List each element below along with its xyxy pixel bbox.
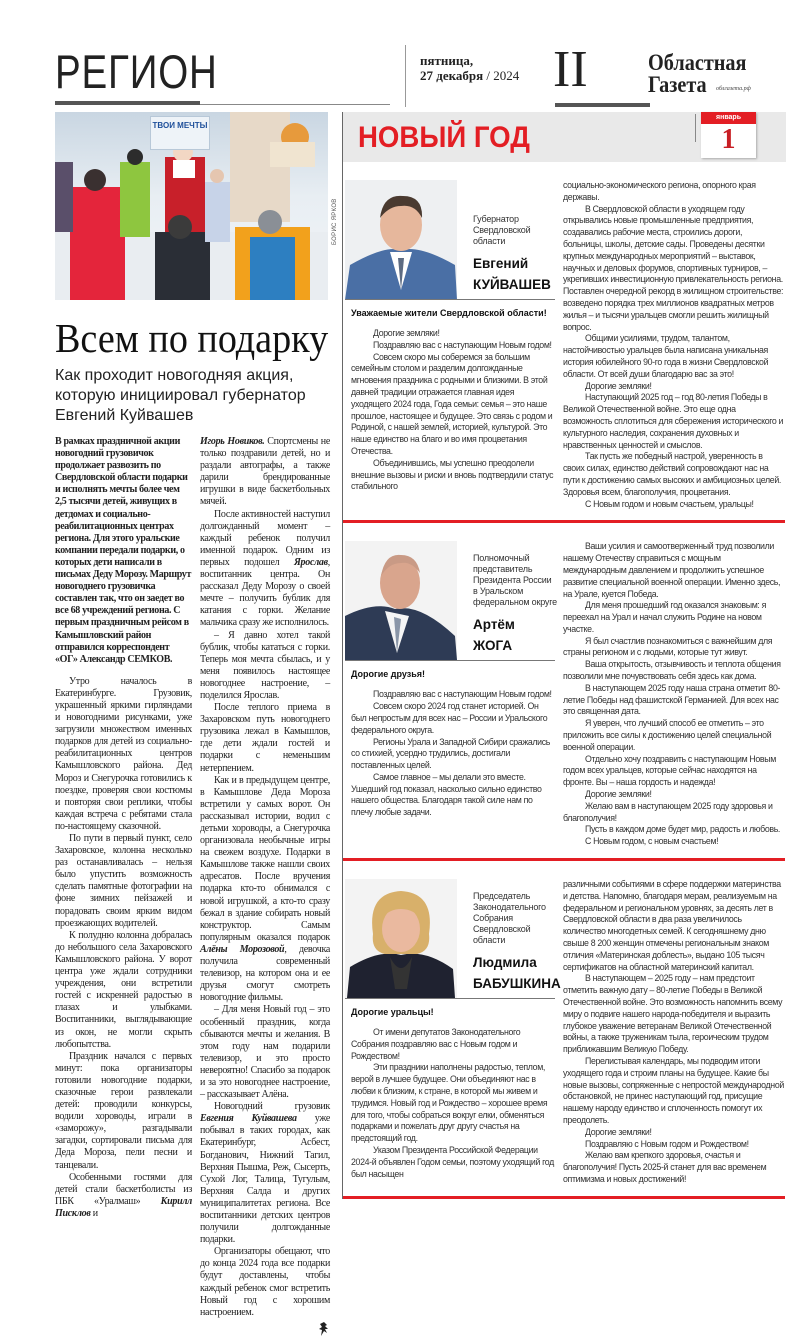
- person-name: Кирилл Писклов: [55, 1195, 192, 1219]
- official-role: Губернатор Свердловской области: [473, 214, 531, 246]
- paragraph: Перелистывая календарь, мы подводим итоги уходящего года и строим планы на будущее. Какие бы новые вызовы, сопряженные с непростой международной обстановкой, не принес наступающий год, присущие нашему народу единство и сплоченность помогут их преодолеть.: [563, 1055, 784, 1125]
- paragraph: В наступающем 2025 году наша страна отметит 80-летие Победы над фашистской Германией. Для всех нас это священная дата.: [563, 682, 781, 717]
- official-role: Председатель Законодательного Собрания Свердловской области: [473, 891, 546, 946]
- header-rule: [200, 104, 390, 105]
- paragraph: С Новым годом и новым счастьем, уральцы!: [585, 498, 754, 509]
- person-name: Алёны Морозовой: [200, 943, 285, 955]
- page-number-underline: [555, 103, 650, 107]
- person-name: Ярослав: [293, 556, 328, 568]
- new-year-greetings: [342, 112, 785, 1199]
- paragraph: [200, 630, 330, 703]
- paragraph: Я был счастлив познакомиться с важнейшим для страны регионом и с людьми, которые тут живут.: [563, 635, 773, 658]
- official-first-name: Людмила: [473, 955, 537, 971]
- article-photo: [55, 112, 328, 300]
- paragraph: [200, 1246, 330, 1319]
- paragraph: Совсем скоро мы соберемся за большим семейным столом и разделим долгожданные мгновения праздника с родными и близкими. В этой давней традиции отражается главная идея уходящего 2024 года, Года семьи: семья – это наше прошлое, настоящее и будущее. Это связь с родом и Родиной, с нашей землей, историей, культурой. Это наше единство на благо и во имя процветания Отечества.: [351, 351, 553, 456]
- article-lede: В рамках праздничной акции новогодний грузовичок продолжает развозить по Свердловской области подарки и исполнять мечты более чем 2,5 тысячи детей, живущих в детдомах и социально-реабилитационных центрах региона. Для этого уральские компании передали подарки, о которых дети написали в письмах Деду Морозу. Маршрут новогоднего грузовичка составлен так, что он заедет во все 68 учреждений региона. С первым праздничным рейсом в Камышловский район отправился корреспондент «ОГ» Александр СЕМКОВ.: [55, 436, 192, 665]
- paragraph: Отдельно хочу поздравить с наступающим Новым годом всех уральцев, которые сейчас находятся на фронте. Вы – наша гордость и надежда!: [563, 753, 776, 788]
- greeting-body-col2: [563, 180, 784, 510]
- paragraph: С Новым годом, с новым счастьем!: [585, 836, 719, 847]
- paragraph: Поздравляю вас с наступающим Новым годом!: [373, 339, 552, 350]
- person-name: Евгения Куйвашева: [200, 1113, 297, 1125]
- paragraph: социально-экономического региона, опорного края державы.: [563, 180, 756, 202]
- paragraph: Ваши усилия и самоотверженный труд позволили нашему Отечеству справиться с мощным международным давлением и продолжить успешное развитие специальной военной операции. Именно здесь, на Урале, куется Победа.: [563, 541, 781, 599]
- official-header: [345, 180, 555, 300]
- official-first-name: Евгений: [473, 256, 529, 271]
- paragraph: Пусть в каждом доме будет мир, радость и любовь.: [585, 824, 781, 835]
- official-last-name: ЖОГА: [473, 638, 513, 654]
- paragraph: Ваша открытость, отзывчивость и теплота общения позволили мне почувствовать себя здесь как дома.: [563, 659, 781, 682]
- end-mark-icon: [200, 1321, 330, 1337]
- text-run: и: [90, 1207, 98, 1219]
- logo-line1: Областная: [648, 50, 747, 75]
- paragraph: Поздравляю с Новым годом и Рождеством!: [585, 1138, 749, 1149]
- paragraph: Наступающий 2025 год – год 80-летия Победы в Великой Отечественной войне. Это еще одна возможность сплотиться для сбережения исторического и культурного наследия, сохранения духовных и нравственных ценностей и смыслов.: [563, 392, 784, 450]
- paragraph: Совсем скоро 2024 год станет историей. Он был непростым для всех нас – России и Уральского федерального округа.: [351, 701, 548, 735]
- paragraph: В наступающем – 2025 году – нам предстоит отметить важную дату – 80-летие Победы в Великой Отечественной войне. Это возможность напомнить всему миру о подвиге нашего народа-победителя и выразить глубокое уважение ветеранам Великой Отечественной войны, а также труженикам тыла, героическим трудом приближавшим Великую Победу.: [563, 973, 783, 1055]
- paragraph: [55, 676, 192, 833]
- greeting-envoy: [343, 523, 785, 861]
- date: 27 декабря: [420, 68, 484, 83]
- logo-url[interactable]: облгазета.рф: [716, 86, 751, 92]
- portrait-zhoga: [345, 541, 457, 660]
- issue-date: [420, 53, 519, 83]
- greeting-body-col1: [343, 1027, 555, 1180]
- official-header: [345, 541, 555, 661]
- text-run: – Для меня Новый год – это особенный праздник, когда сбываются мечты и желания. В этом году нам подарили телевизор, и это просто невероятно! Спасибо за подарок и за это новогоднее настроение, – рассказывает Алёна.: [200, 1004, 330, 1101]
- column-1-body: [55, 676, 192, 1220]
- text-run: Организаторы обещают, что до конца 2024 года все подарки будут доставлены, чтобы каждый ребенок смог встретить Новый год с хорошим настроением.: [200, 1246, 330, 1318]
- paragraph: Дорогие земляки!: [585, 789, 652, 800]
- paragraph: [200, 436, 330, 509]
- article-columns: [55, 436, 330, 1337]
- page-number: II: [553, 41, 588, 98]
- paragraph: Дорогие земляки!: [373, 328, 440, 338]
- paragraph: Эти праздники наполнены радостью, теплом, верой в лучшее будущее. Они объединяют нас в любви к близким, к стране, в которой мы живем и трудимся. Новый год и Рождество – хорошее время для того, чтобы собраться вокруг елки, обменяться подарками и пожелать друг другу счастья на предстоящий год.: [351, 1062, 548, 1144]
- paragraph: Желаю вам крепкого здоровья, счастья и благополучия! Пусть 2025-й станет для вас временем оптимизма и новых достижений!: [563, 1150, 767, 1184]
- year: / 2024: [486, 68, 520, 83]
- article-column-2: [200, 436, 330, 1337]
- text-run: После активностей наступил долгожданный момент – каждый ребенок получил именной подарок. Одним из первых подошел: [200, 508, 330, 568]
- text-run: Праздник начался с первых минут: пока организаторы готовили новогодние подарки, сказочные герои развлекали детей: проводили конкурсы, водили хороводы, играли в «заморожу», разгадывали загадки, сортировали письма для Деда Мороза, пели песни и танцевали.: [55, 1050, 192, 1171]
- text-run: , воспитанник центра. Он рассказал Деду Морозу о своей мечте – получить бублик для катания с горки. Желание мальчика сразу же исполнилось.: [200, 556, 330, 629]
- paragraph: Поздравляю вас с наступающим Новым годом!: [373, 689, 552, 700]
- official-header: [345, 879, 561, 999]
- paragraph: Дорогие земляки!: [585, 1126, 652, 1137]
- photo-credit: БОРИС ЯРКОВ: [332, 198, 338, 245]
- weekday: пятница,: [420, 53, 474, 68]
- text-run: После теплого приема в Захаровском путь новогоднего грузовика лежал в Камышлов, где дети ждали гостей и подарки с неменьшим нетерпением.: [200, 702, 330, 774]
- paragraph: Для меня прошедший год оказался знаковым: я переехал на Урал и начал служить Родине на новом участке.: [563, 600, 767, 634]
- article-subtitle: Как проходит новогодняя акция, которую инициировал губернатор Евгений Куйвашев: [55, 367, 306, 424]
- person-name: Игорь Новиков.: [200, 436, 265, 447]
- text-run: К полудню колонна добралась до небольшого села Захаровского Камышловского района. У ворот центра уже ждали сотрудники учреждения, они встретили гостей с искренней радостью в глазах и улыбками. Воспитанники, выглядывающие из окон, не могли скрыть любопытства.: [55, 929, 192, 1050]
- paragraph: Я уверен, что лучший способ ее отметить – это приложить все силы к достижению целей специальной военной операции.: [563, 718, 772, 752]
- paragraph: [55, 833, 192, 930]
- article-title: Всем по подарку: [55, 315, 329, 361]
- greeting-body-col2: [563, 879, 784, 1186]
- article-column-1: [55, 436, 192, 1337]
- photo-sign: ТВОИ МЕЧТЫ: [150, 116, 210, 150]
- greeting-heading: Дорогие уральцы!: [351, 1007, 434, 1018]
- greeting-heading: Уважаемые жители Свердловской области!: [351, 308, 547, 318]
- section-rubric: РЕГИОН: [55, 45, 218, 98]
- paragraph: [200, 1101, 330, 1246]
- paragraph: Дорогие земляки!: [585, 380, 652, 391]
- text-run: уже побывал в таких городах, как Екатеринбург, Асбест, Богданович, Нижний Тагил, Верхняя Пышма, Реж, Сысерть, Сухой Лог, Талица, Тугулым, Верхняя Салда и других муниципалитетах региона. Все воспитанники детских центров получили долгожданные подарки.: [200, 1113, 330, 1246]
- official-first-name: Артём: [473, 617, 515, 633]
- official-last-name: КУЙВАШЕВ: [473, 277, 551, 292]
- paragraph: [55, 930, 192, 1051]
- paragraph: Указом Президента Российской Федерации 2024-й объявлен Годом семьи, поэтому уходящий год был насыщен: [351, 1145, 554, 1179]
- article: [55, 112, 330, 1337]
- text-run: – Я давно хотел такой бублик, чтобы кататься с горки. Теперь моя мечта сбылась, и у меня появилось настоящее новогоднее настроение, – поделился Ярослав.: [200, 629, 330, 701]
- banner-title: НОВЫЙ ГОД: [358, 121, 530, 154]
- header-divider: [405, 45, 406, 107]
- calendar-month: январь: [701, 112, 756, 124]
- paragraph: От имени депутатов Законодательного Собрания поздравляю вас с Новым годом и Рождеством!: [351, 1027, 521, 1061]
- text-run: Утро началось в Екатеринбурге. Грузовик, украшенный яркими гирляндами и новогодними рисунками, уже загрузили множеством именных подарков для детей из социально-реабилитационных центров Камышловского района. Дед Мороз и Снегурочка готовились к поездке, проверяя свои костюмы и повторяя свои реплики, чтобы каждая встреча с ребятами стала по-настоящему сказочной.: [55, 675, 192, 832]
- greeting-assembly-chair: [343, 861, 785, 1199]
- column-2-body: [200, 436, 330, 1319]
- paragraph: [200, 509, 330, 630]
- official-last-name: БАБУШКИНА: [473, 976, 561, 992]
- text-run: Новогодний грузовик: [214, 1101, 330, 1113]
- greeting-body-col2: [563, 541, 784, 848]
- calendar-icon: [701, 112, 756, 158]
- paragraph: [200, 702, 330, 775]
- greeting-body-col1: [343, 689, 555, 819]
- paragraph: Самое главное – мы делали это вместе. Ушедший год показал, насколько сильно единство нашего общества. Благодаря такой силе нам по плечу любые задачи.: [351, 771, 542, 818]
- paragraph: различными событиями в сфере поддержки материнства и детства. Напомню, благодаря мерам, реализуемым на федеральном и региональном уровнях, за десять лет в Свердловской области в два раза увеличилось количество многодетных семей. К сегодняшнему дню свыше 8 200 женщин отмечены региональным знаком отличия «Материнская доблесть», выдано 105 тысяч сертификатов на областной материнский капитал.: [563, 879, 781, 972]
- paragraph: В Свердловской области в уходящем году открывались новые промышленные предприятия, создавались рабочие места, строились дороги, больницы, школы, детские сады. Проведены десятки крупных международных мероприятий – выставок, научных и деловых форумов, спортивных турниров, – укрепивших инвестиционную привлекательность региона. Поставлен очередной рекорд в жилищном строительстве: возведено порядка трех миллионов квадратных метров жилья – и тысячи уральцев смогли решить жилищный вопрос.: [563, 203, 784, 332]
- paragraph: [55, 1172, 192, 1220]
- text-run: Особенными гостями для детей стали баскетболисты из ПБК «Уралмаш»: [55, 1171, 192, 1207]
- new-year-banner: [343, 112, 786, 162]
- official-role: Полномочный представитель Президента России в Уральском федеральном округе: [473, 553, 557, 608]
- text-run: По пути в первый пункт, село Захаровское, колонна несколько раз останавливалась – нельзя было упустить возможность сделать памятные фотографии на фоне зимних пейзажей и порадовать своим ярким видом проезжающих водителей.: [55, 833, 192, 929]
- text-run: , девочка получила современный телевизор, на котором она и ее друзья смогут смотреть новогодние фильмы.: [200, 943, 330, 1004]
- calendar-day: 1: [721, 124, 736, 155]
- calendar-hook: [695, 114, 696, 142]
- logo-line2: Газета: [648, 72, 707, 97]
- portrait-kuyvashev: [345, 180, 457, 299]
- portrait-babushkina: [345, 879, 457, 998]
- paragraph: Так пусть же победный настрой, уверенность в своих силах, единство действий сопровождают нас на пути к достижению самых высоких и амбициозных целей. Здоровья всем, благополучия, процветания.: [563, 451, 781, 497]
- paragraph: [55, 1051, 192, 1172]
- paragraph: Желаю вам в наступающем 2025 году здоровья и благополучия!: [563, 800, 773, 823]
- text-run: Как и в предыдущем центре, в Камышлове Деда Мороза встретили у самых ворот. Он рассказывал истории, водил с детьми хороводы, а Снегурочка организовала необычные игры на свежем воздухе. Подарки в Камышлове также нашли своих адресатов. После вручения подарка кто-то обнимался с новой игрушкой, а кто-то сразу бежал в здание собирать новый конструктор. Самым популярным оказался подарок: [200, 774, 330, 943]
- rubric-underline: [55, 101, 200, 105]
- paragraph: [200, 775, 330, 1005]
- greeting-heading: Дорогие друзья!: [351, 669, 426, 680]
- paragraph: Регионы Урала и Западной Сибири сражались со стихией, усердно трудились, достигали поставленных целей.: [351, 736, 551, 771]
- paragraph: Объединившись, мы успешно преодолели внешние вызовы и риски и вновь подтвердили статус стабильного: [351, 457, 554, 492]
- greeting-body-col1: [343, 328, 555, 493]
- paragraph: Общими усилиями, трудом, талантом, настойчивостью уральцев была написана уникальная история юбилейного 90-го года в жизни Свердловской области. От всей души благодарю вас за это!: [563, 333, 769, 379]
- text-run: Спортсмены не только поздравили детей, но и раздали автографы, а также дарили брендированные игрушки в виде баскетбольных мячей.: [200, 436, 330, 508]
- greeting-governor: [343, 162, 785, 523]
- paragraph: [200, 1004, 330, 1101]
